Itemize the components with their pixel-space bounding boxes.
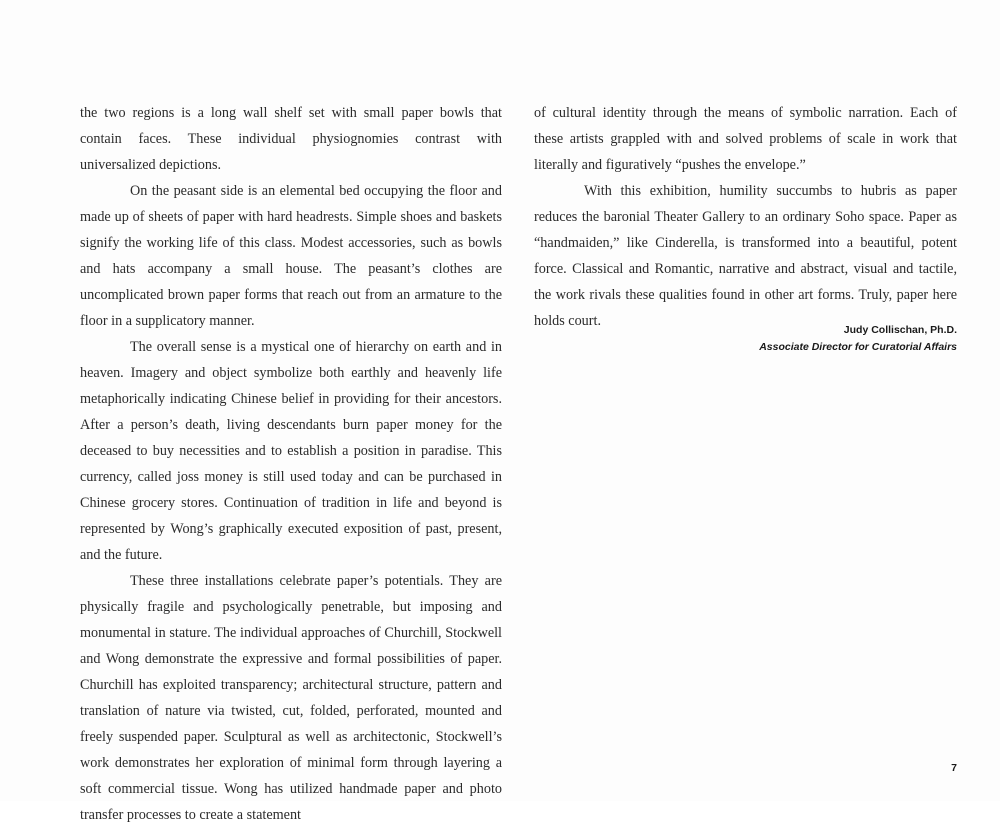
page-number: 7 bbox=[951, 762, 957, 774]
left-text-column bbox=[80, 100, 502, 828]
paragraph: the two regions is a long wall shelf set with small paper bowls that contain faces. These individual physiognomies contrast with universalized depictions. bbox=[80, 105, 502, 173]
paragraph: These three installations celebrate paper’s potentials. They are physically fragile and psychologically penetrable, but imposing and monumental in stature. The individual approaches of Churchill, Stockwell and Wong demonstrate the expressive and formal possibilities of paper. Churchill has exploited transparency; architectural structure, pattern and translation of nature via twisted, cut, folded, perforated, mounted and freely suspended paper. Sculptural as well as architectonic, Stockwell’s work demonstrates her exploration of minimal form through layering a soft commercial tissue. Wong has utilized handmade paper and photo transfer processes to create a statement bbox=[80, 573, 502, 823]
paragraph: With this exhibition, humility succumbs to hubris as paper reduces the baronial Theater Gallery to an ordinary Soho space. Paper as “handmaiden,” like Cinderella, is transformed into a beautiful, potent force. Classical and Romantic, narrative and abstract, visual and tactile, the work rivals these qualities found in other art forms. Truly, paper here holds court. bbox=[534, 183, 957, 329]
paragraph: of cultural identity through the means of symbolic narration. Each of these artists grappled with and solved problems of scale in work that literally and figuratively “pushes the envelope.” bbox=[534, 105, 957, 173]
paragraph: On the peasant side is an elemental bed occupying the floor and made up of sheets of paper with hard headrests. Simple shoes and baskets signify the working life of this class. Modest accessories, such as bowls and hats accompany a small house. The peasant’s clothes are uncomplicated brown paper forms that reach out from an armature to the floor in a supplicatory manner. bbox=[80, 183, 502, 329]
right-text-column bbox=[534, 100, 957, 334]
author-title: Associate Director for Curatorial Affairs bbox=[759, 341, 957, 353]
author-signature bbox=[759, 322, 957, 356]
paragraph: The overall sense is a mystical one of hierarchy on earth and in heaven. Imagery and object symbolize both earthly and heavenly life metaphorically indicating Chinese belief in providing for their ancestors. After a person’s death, living descendants burn paper money for the deceased to buy necessities and to establish a position in paradise. This currency, called joss money is still used today and can be purchased in Chinese grocery stores. Continuation of tradition in life and beyond is represented by Wong’s graphically executed exposition of past, present, and the future. bbox=[80, 339, 502, 563]
author-name: Judy Collischan, Ph.D. bbox=[843, 324, 957, 336]
